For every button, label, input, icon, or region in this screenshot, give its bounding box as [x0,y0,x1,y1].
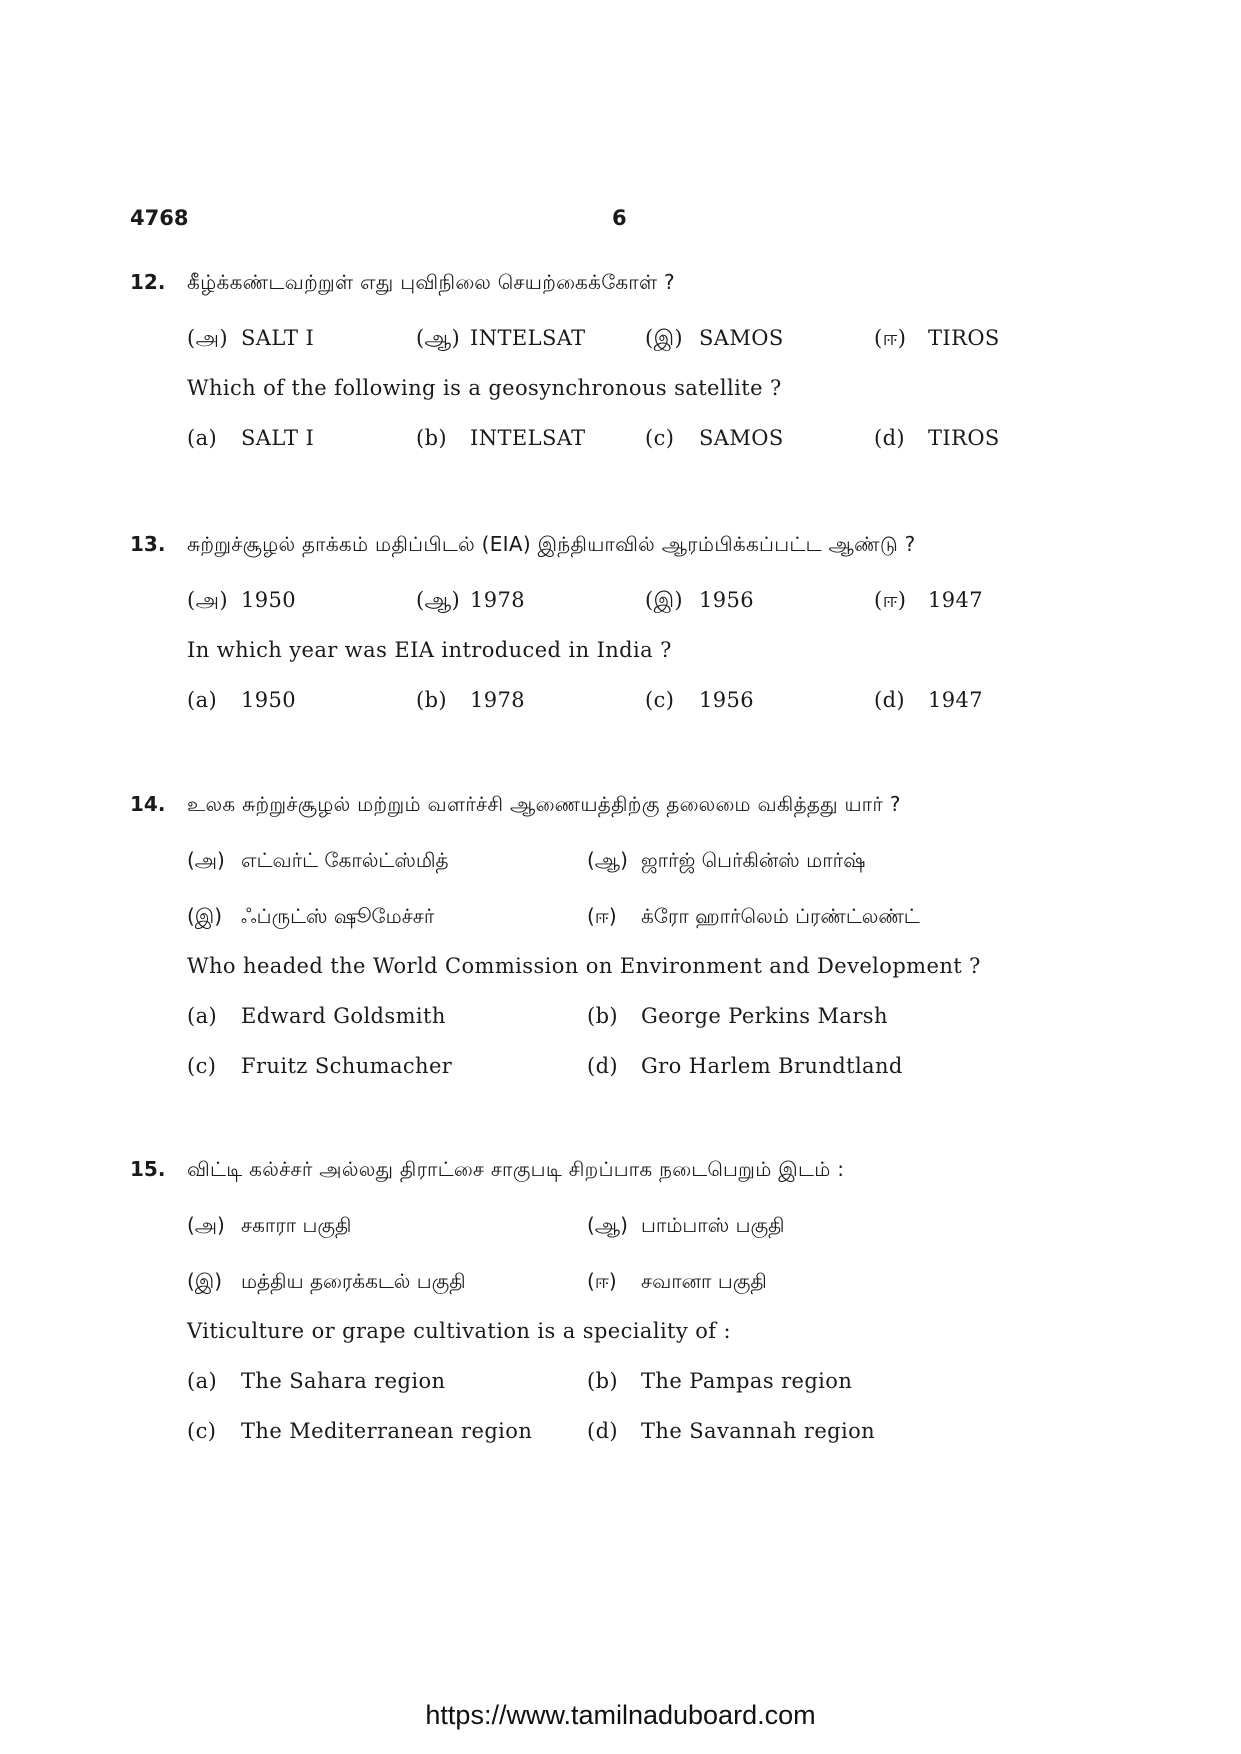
option [587,904,920,931]
option-label: (b) [416,688,448,712]
option-text: Fruitz Schumacher [241,1054,453,1078]
option-text: INTELSAT [470,426,586,450]
question-number: 14. [130,792,166,816]
option [416,326,586,353]
question-number: 13. [130,532,166,556]
option-label: (c) [645,688,675,712]
question-tamil: சுற்றுச்சூழல் தாக்கம் மதிப்பிடல் (EIA) இந்தியாவில் ஆரம்பிக்கப்பட்ட ஆண்டு ? [187,532,916,556]
option [187,1004,446,1028]
option-label: (இ) [187,1269,223,1293]
option-label: (இ) [645,588,684,612]
option-text: SAMOS [699,426,784,450]
option [187,688,296,712]
option-label: (இ) [187,904,223,928]
option-text: 1956 [699,688,755,712]
tamil-options-row-2 [130,1269,1130,1319]
option-label: (ஈ) [587,904,617,928]
option-label: (b) [416,426,448,450]
option-text: Edward Goldsmith [241,1004,446,1028]
option-text: The Pampas region [641,1369,853,1393]
question-english: Who headed the World Commission on Environment and Development ? [187,954,981,978]
option-label: (இ) [645,326,684,350]
option-text: சகாரா பகுதி [241,1213,352,1237]
option-text: SALT I [241,326,315,350]
option [874,326,1000,353]
option-label: (d) [874,426,906,450]
option-text: The Savannah region [641,1419,876,1443]
question-english: Which of the following is a geosynchronous satellite ? [187,376,782,400]
english-options-row-2 [130,1054,1130,1104]
question-tamil: கீழ்க்கண்டவற்றுள் எது புவிநிலை செயற்கைக்கோள் ? [187,270,675,294]
question-15 [130,1157,1130,1469]
option [187,1213,351,1240]
question-number: 15. [130,1157,166,1181]
option-label: (a) [187,1369,218,1393]
option-label: (ஆ) [587,848,628,872]
option-text: SALT I [241,426,315,450]
option [187,1419,532,1443]
option-text: மத்திய தரைக்கடல் பகுதி [241,1269,466,1293]
option [587,1269,767,1296]
option [874,688,983,712]
option-text: 1947 [928,688,984,712]
option-text: 1950 [241,688,297,712]
option-label: (ஈ) [874,326,907,350]
option-label: (ஈ) [874,588,907,612]
option [187,588,296,615]
option [187,1054,452,1078]
question-tamil: உலக சுற்றுச்சூழல் மற்றும் வளர்ச்சி ஆணையத்திற்கு தலைமை வகித்தது யார் ? [187,792,901,816]
option [587,1369,852,1393]
option [645,426,784,450]
question-english-line [130,1319,1130,1369]
option-label: (d) [587,1419,619,1443]
option [587,848,866,875]
option-label: (c) [187,1419,217,1443]
page-number: 6 [612,206,627,230]
option [587,1004,888,1028]
english-options [130,688,1130,738]
option-label: (d) [874,688,906,712]
question-english: In which year was EIA introduced in India ? [187,638,672,662]
tamil-options-row-2 [130,904,1130,954]
english-options-row-2 [130,1419,1130,1469]
option-text: The Sahara region [241,1369,446,1393]
option-label: (c) [645,426,675,450]
option-label: (ஆ) [587,1213,628,1237]
paper-code: 4768 [130,206,189,230]
option-label: (ஆ) [416,326,461,350]
option [416,426,586,450]
option-label: (a) [187,688,218,712]
option-text: Gro Harlem Brundtland [641,1054,903,1078]
option-label: (அ) [187,588,228,612]
english-options [130,426,1130,476]
question-tamil: விட்டி கல்ச்சர் அல்லது திராட்சை சாகுபடி சிறப்பாக நடைபெறும் இடம் : [187,1157,845,1181]
question-13 [130,532,1130,738]
option [416,688,525,712]
question-english-line [130,376,1130,426]
question-14 [130,792,1130,1104]
option [587,1419,875,1443]
option-label: (a) [187,426,218,450]
question-number: 12. [130,270,166,294]
option [587,1213,785,1240]
option-label: (b) [587,1004,619,1028]
tamil-options-row-1 [130,1213,1130,1263]
option [187,1269,466,1296]
option-label: (b) [587,1369,619,1393]
option-text: 1956 [699,588,755,612]
option-text: 1950 [241,588,297,612]
question-english-line [130,638,1130,688]
tamil-options [130,326,1130,376]
option-text: TIROS [928,426,1000,450]
option [187,326,314,353]
option [187,426,314,450]
option-label: (c) [187,1054,217,1078]
option-text: க்ரோ ஹார்லெம் ப்ரண்ட்லண்ட் [641,904,920,928]
option-label: (a) [187,1004,218,1028]
option [187,848,449,875]
option-text: The Mediterranean region [241,1419,533,1443]
option [874,588,983,615]
option-text: பாம்பாஸ் பகுதி [641,1213,785,1237]
option [187,904,434,931]
option-label: (d) [587,1054,619,1078]
option [645,588,754,615]
question-english: Viticulture or grape cultivation is a speciality of : [187,1319,732,1343]
option [645,326,784,353]
option-text: 1978 [470,588,526,612]
option-text: ஜார்ஜ் பெர்கின்ஸ் மார்ஷ் [641,848,866,872]
option-label: (அ) [187,848,225,872]
tamil-options [130,588,1130,638]
question-12 [130,270,1130,476]
question-english-line [130,954,1130,1004]
option-text: TIROS [928,326,1000,350]
option-text: George Perkins Marsh [641,1004,888,1028]
option [187,1369,445,1393]
english-options-row-1 [130,1004,1130,1054]
option [587,1054,903,1078]
option [645,688,754,712]
option-label: (ஈ) [587,1269,617,1293]
option-label: (அ) [187,326,228,350]
option [416,588,525,615]
option-text: 1978 [470,688,526,712]
tamil-options-row-1 [130,848,1130,898]
option-text: INTELSAT [470,326,586,350]
option-label: (ஆ) [416,588,461,612]
option-text: SAMOS [699,326,784,350]
option-label: (அ) [187,1213,225,1237]
option-text: ஃப்ருட்ஸ் ஷூமேச்சர் [241,904,435,928]
option-text: சவானா பகுதி [641,1269,767,1293]
option-text: 1947 [928,588,984,612]
footer-url: https://www.tamilnaduboard.com [425,1700,816,1730]
english-options-row-1 [130,1369,1130,1419]
option-text: எட்வர்ட் கோல்ட்ஸ்மித் [241,848,449,872]
option [874,426,1000,450]
